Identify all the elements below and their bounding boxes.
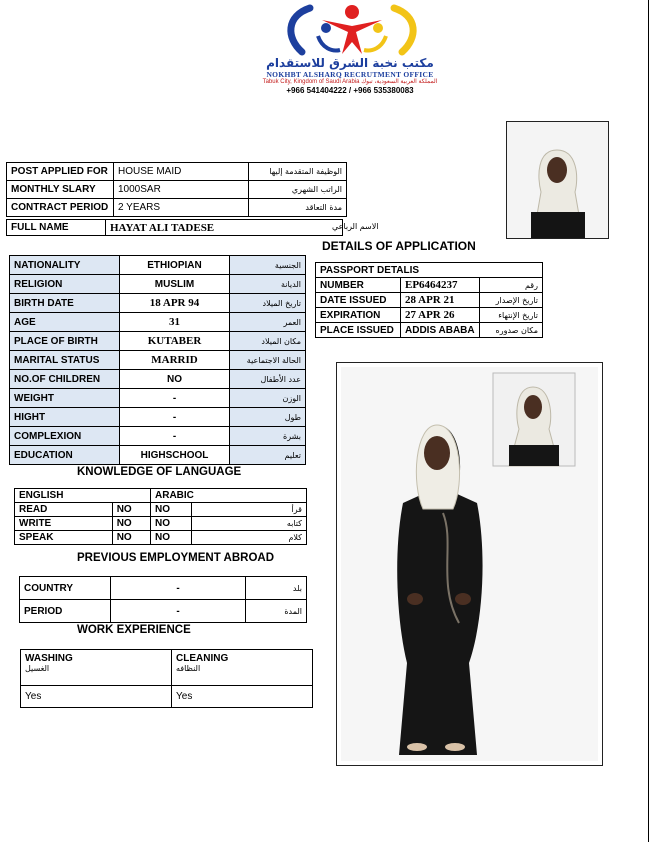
language-arabic-value: NO [151,531,192,545]
detail-label-ar: العمر [230,313,306,332]
language-heading: KNOWLEDGE OF LANGUAGE [77,466,242,478]
detail-label-ar: بشرة [230,427,306,446]
language-label-ar: كتابه [192,517,307,531]
employment-label: COUNTRY [20,577,111,600]
page-edge-line [648,0,649,842]
language-table [14,488,307,545]
office-location: Tabuk City, Kingdom of Saudi Arabia المملكة العربية السعودية، تبوك [262,79,438,85]
job-label: MONTHLY SLARY [7,181,114,199]
passport-value: ADDIS ABABA [401,323,480,338]
work-heading: WORK EXPERIENCE [77,624,191,636]
office-name-english: NOKHBT ALSHARQ RECRUTMENT OFFICE [266,70,434,79]
language-english-value: NO [112,531,150,545]
passport-label: PLACE ISSUED [316,323,401,338]
full-name-value: HAYAT ALI TADESE [106,220,343,236]
job-label: POST APPLIED FOR [7,163,114,181]
job-label-ar: الراتب الشهري [249,181,347,199]
detail-label: NO.OF CHILDREN [10,370,120,389]
table-row [7,181,347,199]
job-table [6,162,347,217]
detail-label-ar: الوزن [230,389,306,408]
job-value: 1000SAR [114,181,249,199]
language-label: WRITE [15,517,113,531]
detail-label: PLACE OF BIRTH [10,332,120,351]
employment-value: - [111,577,246,600]
job-label-ar: الوظيفة المتقدمة إليها [249,163,347,181]
detail-value: - [120,427,230,446]
detail-value: HIGHSCHOOL [120,446,230,465]
employment-label: PERIOD [20,600,111,623]
full-name-label: FULL NAME [7,220,106,236]
work-item-value: Yes [21,686,172,708]
office-logo-icon [282,2,422,58]
language-arabic-value: NO [151,503,192,517]
detail-label: EDUCATION [10,446,120,465]
detail-value: KUTABER [120,332,230,351]
table-row [15,503,307,517]
detail-label: RELIGION [10,275,120,294]
applicant-photo-full [336,362,603,766]
detail-value: MARRID [120,351,230,370]
detail-label-ar: تعليم [230,446,306,465]
employment-label-ar: المدة [246,600,307,623]
details-heading: DETAILS OF APPLICATION [322,239,476,253]
work-item-label: CLEANING [176,653,229,664]
table-row [15,489,307,503]
job-value: HOUSE MAID [114,163,249,181]
employment-value: - [111,600,246,623]
detail-value: - [120,408,230,427]
table-row [15,517,307,531]
work-table [20,649,313,708]
detail-label: WEIGHT [10,389,120,408]
table-row [7,163,347,181]
detail-label: MARITAL STATUS [10,351,120,370]
employment-label-ar: بلد [246,577,307,600]
job-label-ar: مدة التعاقد [249,199,347,217]
table-row [7,199,347,217]
full-name-label-ar: الاسم الرباعي [332,222,379,231]
passport-value: 27 APR 26 [401,308,480,323]
language-col-arabic: ARABIC [151,489,307,503]
passport-table [315,262,543,338]
table-row [15,531,307,545]
passport-label-ar: تاريخ الإصدار [480,293,543,308]
language-label: SPEAK [15,531,113,545]
language-label-ar: كلام [192,531,307,545]
detail-label-ar: الحالة الاجتماعية [230,351,306,370]
applicant-photo-small [506,121,609,239]
language-col-english: ENGLISH [15,489,151,503]
work-item-label-ar: النظافه [176,664,201,673]
office-name-arabic: مكتب نخبة الشرق للاستقدام [266,56,434,70]
passport-value: 28 APR 21 [401,293,480,308]
detail-label: COMPLEXION [10,427,120,446]
detail-label: BIRTH DATE [10,294,120,313]
language-english-value: NO [112,517,150,531]
detail-label-ar: مكان الميلاد [230,332,306,351]
passport-label-ar: رقم [480,278,543,293]
work-item-value: Yes [172,686,313,708]
passport-label: EXPIRATION [316,308,401,323]
table-row [21,650,313,686]
full-name-table [6,219,343,236]
passport-value: EP6464237 [401,278,480,293]
employment-heading: PREVIOUS EMPLOYMENT ABROAD [77,552,275,564]
work-item-label-ar: الغسيل [25,664,50,673]
language-label: READ [15,503,113,517]
office-phones: +966 541404222 / +966 535380083 [286,86,414,95]
detail-label-ar: طول [230,408,306,427]
detail-value: MUSLIM [120,275,230,294]
detail-label-ar: الجنسية [230,256,306,275]
passport-label-ar: مكان صدوره [480,323,543,338]
detail-value: ETHIOPIAN [120,256,230,275]
passport-label: DATE ISSUED [316,293,401,308]
language-label-ar: قرأ [192,503,307,517]
passport-title: PASSPORT DETALIS [316,263,543,278]
detail-value: NO [120,370,230,389]
table-row [20,577,307,600]
job-label: CONTRACT PERIOD [7,199,114,217]
detail-label-ar: عدد الأطفال [230,370,306,389]
employment-table [19,576,307,623]
language-arabic-value: NO [151,517,192,531]
work-item-label: WASHING [25,653,73,664]
detail-label: NATIONALITY [10,256,120,275]
table-row [21,686,313,708]
detail-label-ar: الديانة [230,275,306,294]
detail-value: - [120,389,230,408]
detail-label: AGE [10,313,120,332]
details-table [9,255,306,465]
detail-value: 31 [120,313,230,332]
detail-label-ar: تاريخ الميلاد [230,294,306,313]
detail-value: 18 APR 94 [120,294,230,313]
language-english-value: NO [112,503,150,517]
passport-label: NUMBER [316,278,401,293]
passport-label-ar: تاريخ الإنتهاء [480,308,543,323]
job-value: 2 YEARS [114,199,249,217]
detail-label: HIGHT [10,408,120,427]
table-row [20,600,307,623]
